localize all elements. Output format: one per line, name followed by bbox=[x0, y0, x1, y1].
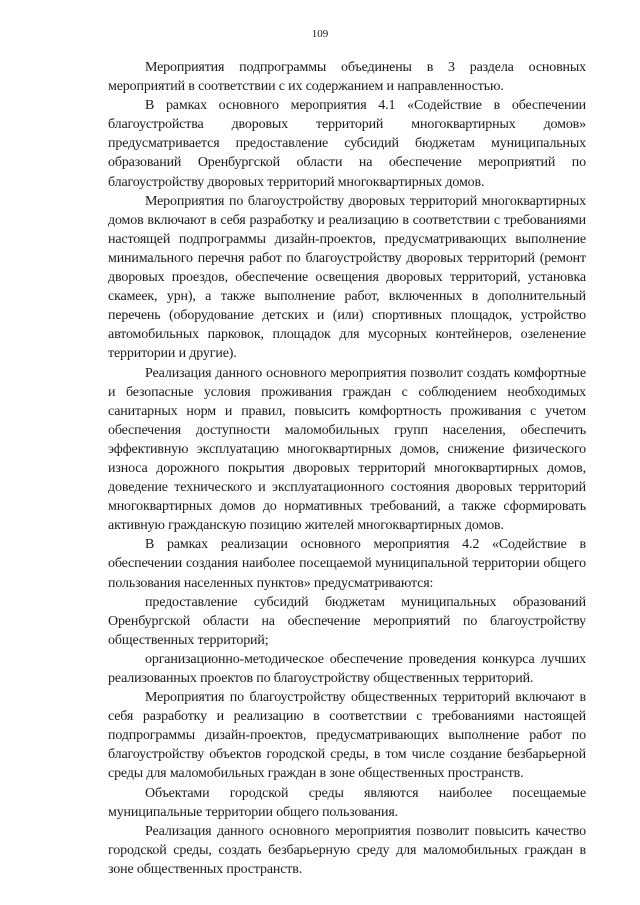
paragraph-8: Мероприятия по благоустройству общественных территорий включают в себя разработку и реализацию в соответствии с требованиями настоящей подпрограммы дизайн-проектов, предусматривающих выполнение работ по благоустройству объектов городской среды, в том числе создание безбарьерной среды для маломобильных граждан в зоне общественных пространств. bbox=[108, 690, 586, 782]
paragraph-3: Мероприятия по благоустройству дворовых территорий многоквартирных домов включают в себя разработку и реализацию в соответствии с требованиями настоящей подпрограммы дизайн-проектов, предусматривающих выполнение минимального перечня работ по благоустройству дворовых территорий (ремонт дворовых проездов, обеспечение освещения дворовых территорий, установка скамеек, урн), а также выполнение работ, включенных в дополнительный перечень (оборудование детских и (или) спортивных площадок, устройство автомобильных парковок, площадок для мусорных контейнеров, озеленение территории и другие). bbox=[108, 193, 586, 362]
paragraph-6: предоставление субсидий бюджетам муниципальных образований Оренбургской области на обеспечение мероприятий по благоустройству общественных территорий; bbox=[108, 594, 586, 648]
paragraph-2: В рамках основного мероприятия 4.1 «Содействие в обеспечении благоустройства дворовых территорий многоквартирных домов» предусматривается предоставление субсидий бюджетам муниципальных образований Оренбургской области на обеспечение мероприятий по благоустройству дворовых территорий многоквартирных домов. bbox=[108, 98, 586, 190]
paragraph-10: Реализация данного основного мероприятия позволит повысить качество городской среды, создать безбарьерную среду для маломобильных граждан в зоне общественных пространств. bbox=[108, 823, 586, 877]
paragraph-1: Мероприятия подпрограммы объединены в 3 раздела основных мероприятий в соответствии с их содержанием и направленностью. bbox=[108, 60, 586, 95]
paragraph-7: организационно-методическое обеспечение проведения конкурса лучших реализованных проектов по благоустройству общественных территорий. bbox=[108, 651, 586, 686]
page-number: 109 bbox=[311, 28, 329, 40]
paragraph-4: Реализация данного основного мероприятия позволит создать комфортные и безопасные условия проживания граждан с соблюдением необходимых санитарных норм и правил, повысить комфортность проживания с учетом обеспечения доступности маломобильных групп населения, обеспечить эффективную эксплуатацию многоквартирных домов, снижение физического износа дорожного покрытия дворовых территорий многоквартирных домов, доведение технического и эксплуатационного состояния дворовых территорий многоквартирных домов до нормативных требований, а также сформировать активную гражданскую позицию жителей многоквартирных домов. bbox=[108, 365, 586, 534]
paragraph-9: Объектами городской среды являются наиболее посещаемые муниципальные территории общего пользования. bbox=[108, 785, 586, 820]
document-body bbox=[108, 58, 586, 879]
paragraph-5: В рамках реализации основного мероприятия 4.2 «Содействие в обеспечении создания наиболее посещаемой муниципальной территории общего пользования населенных пунктов» предусматриваются: bbox=[108, 537, 586, 591]
